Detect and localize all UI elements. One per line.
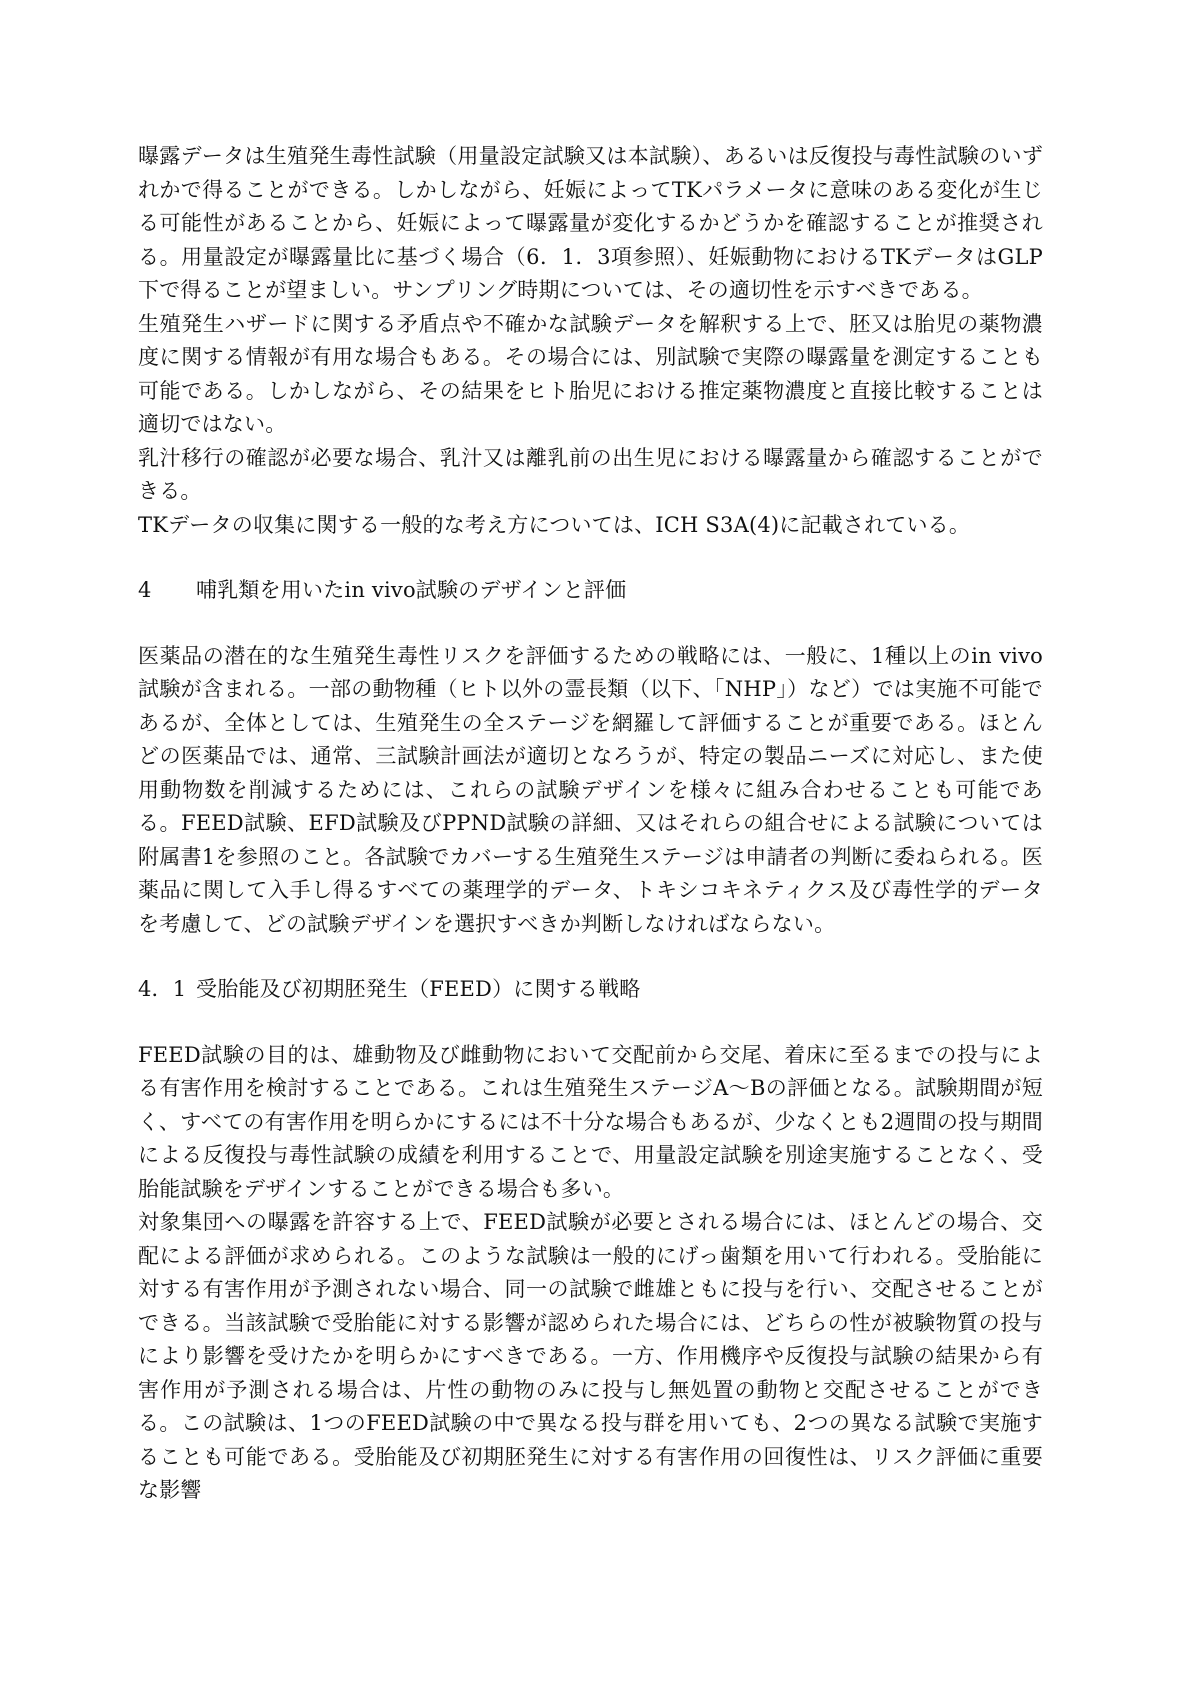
paragraph-feed-mating: 対象集団への曝露を許容する上で、FEED試験が必要とされる場合には、ほとんどの場合、交配による評価が求められる。このような試験は一般的にげっ歯類を用いて行われる。受胎能に対する有害作用が予測されない場合、同一の試験で雌雄ともに投与を行い、交配させることができる。当該試験で受胎能に対する影響が認められた場合には、どちらの性が被験物質の投与により影響を受けたかを明らかにすべきである。一方、作用機序や反復投与試験の結果から有害作用が予測される場合は、片性の動物のみに投与し無処置の動物と交配させることができる。この試験は、1つのFEED試験の中で異なる投与群を用いても、2つの異なる試験で実施することも可能である。受胎能及び初期胚発生に対する有害作用の回復性は、リスク評価に重要な影響 — [138, 1210, 1043, 1502]
section-number: 4．1 — [138, 977, 187, 1001]
paragraph-embryo-concentration: 生殖発生ハザードに関する矛盾点や不確かな試験データを解釈する上で、胚又は胎児の薬物濃度に関する情報が有用な場合もある。その場合には、別試験で実際の曝露量を測定することも可能である。しかしながら、その結果をヒト胎児における推定薬物濃度と直接比較することは適切ではない。 — [138, 311, 1043, 436]
section-title: 受胎能及び初期胚発生（FEED）に関する戦略 — [196, 977, 641, 1001]
paragraph-milk-transfer: 乳汁移行の確認が必要な場合、乳汁又は離乳前の出生児における曝露量から確認することができる。 — [138, 445, 1043, 503]
section-title: 哺乳類を用いたin vivo試験のデザインと評価 — [196, 578, 627, 602]
section-number: 4 — [138, 578, 152, 602]
paragraph-strategy: 医薬品の潜在的な生殖発生毒性リスクを評価するための戦略には、一般に、1種以上のin vivo試験が含まれる。一部の動物種（ヒト以外の霊長類（以下、「NHP」）など）では実施不可能であるが、全体としては、生殖発生の全ステージを網羅して評価することが重要である。ほとんどの医薬品では、通常、三試験計画法が適切となろうが、特定の製品ニーズに対応し、また使用動物数を削減するためには、これらの試験デザインを様々に組み合わせることも可能である。FEED試験、EFD試験及びPPND試験の詳細、又はそれらの組合せによる試験については附属書1を参照のこと。各試験でカバーする生殖発生ステージは申請者の判断に委ねられる。医薬品に関して入手し得るすべての薬理学的データ、トキシコキネティクス及び毒性学的データを考慮して、どの試験デザインを選択すべきか判断しなければならない。 — [138, 643, 1044, 936]
section-heading-4-1 — [138, 973, 1043, 1007]
paragraph-tk-exposure: 曝露データは生殖発生毒性試験（用量設定試験又は本試験）、あるいは反復投与毒性試験のいずれかで得ることができる。しかしながら、妊娠によってTKパラメータに意味のある変化が生じる可能性があることから、妊娠によって曝露量が変化するかどうかを確認することが推奨される。用量設定が曝露量比に基づく場合（6．1．3項参照）、妊娠動物におけるTKデータはGLP下で得ることが望ましい。サンプリング時期については、その適切性を示すべきである。 — [138, 144, 1043, 302]
section-heading-4 — [138, 574, 1043, 608]
paragraph-tk-reference: TKデータの収集に関する一般的な考え方については、ICH S3A(4)に記載されている。 — [138, 512, 971, 537]
paragraph-feed-purpose: FEED試験の目的は、雄動物及び雌動物において交配前から交尾、着床に至るまでの投与による有害作用を検討することである。これは生殖発生ステージA～Bの評価となる。試験期間が短く、すべての有害作用を明らかにするには不十分な場合もあるが、少なくとも2週間の投与期間による反復投与毒性試験の成績を利用することで、用量設定試験を別途実施することなく、受胎能試験をデザインすることができる場合も多い。 — [138, 1042, 1043, 1201]
